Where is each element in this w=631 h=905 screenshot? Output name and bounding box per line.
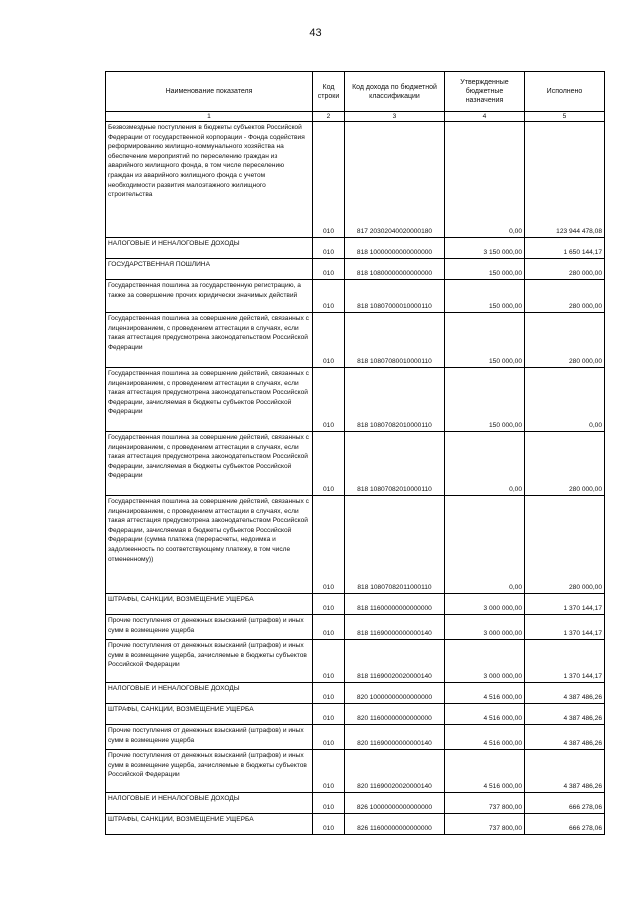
- row-name: НАЛОГОВЫЕ И НЕНАЛОГОВЫЕ ДОХОДЫ: [106, 793, 313, 814]
- row-income-code: 818 11690000000000140: [345, 615, 445, 640]
- column-number: 4: [445, 112, 525, 122]
- row-executed: 4 387 486,26: [525, 750, 605, 793]
- row-executed: 0,00: [525, 368, 605, 432]
- row-approved: 3 150 000,00: [445, 238, 525, 259]
- row-executed: 1 650 144,17: [525, 238, 605, 259]
- row-income-code: 818 11600000000000000: [345, 594, 445, 615]
- row-approved: 150 000,00: [445, 313, 525, 368]
- row-executed: 666 278,06: [525, 814, 605, 835]
- table-row: [106, 122, 605, 238]
- row-code: 010: [313, 432, 345, 496]
- row-approved: 3 000 000,00: [445, 594, 525, 615]
- row-executed: 1 370 144,17: [525, 615, 605, 640]
- row-approved: 4 516 000,00: [445, 704, 525, 725]
- table-row: [106, 280, 605, 313]
- row-name: ШТРАФЫ, САНКЦИИ, ВОЗМЕЩЕНИЕ УЩЕРБА: [106, 594, 313, 615]
- row-name: Государственная пошлина за совершение действий, связанных с лицензированием, с проведением аттестации в случаях, если такая аттестация предусмотрена законодательством Российской Федерации: [106, 313, 313, 368]
- row-income-code: 826 10000000000000000: [345, 793, 445, 814]
- row-income-code: 818 10807082010000110: [345, 432, 445, 496]
- header-line-code: Код строки: [313, 72, 345, 112]
- row-name: Государственная пошлина за совершение действий, связанных с лицензированием, с проведением аттестации в случаях, если такая аттестация предусмотрена законодательством Российской Федерации, зачисляемая в бюджеты субъектов Российской Федерации: [106, 432, 313, 496]
- row-code: 010: [313, 683, 345, 704]
- row-approved: 0,00: [445, 122, 525, 238]
- column-number: 3: [345, 112, 445, 122]
- row-code: 010: [313, 814, 345, 835]
- row-code: 010: [313, 750, 345, 793]
- row-income-code: 818 10807082010000110: [345, 368, 445, 432]
- row-executed: 280 000,00: [525, 259, 605, 280]
- row-approved: 4 516 000,00: [445, 750, 525, 793]
- row-code: 010: [313, 496, 345, 594]
- row-income-code: 817 20302040020000180: [345, 122, 445, 238]
- page-number: 43: [309, 27, 322, 39]
- row-approved: 737 800,00: [445, 793, 525, 814]
- row-approved: 150 000,00: [445, 280, 525, 313]
- row-approved: 3 000 000,00: [445, 615, 525, 640]
- row-executed: 123 944 478,08: [525, 122, 605, 238]
- table-row: [106, 640, 605, 683]
- row-name: НАЛОГОВЫЕ И НЕНАЛОГОВЫЕ ДОХОДЫ: [106, 238, 313, 259]
- row-name: ШТРАФЫ, САНКЦИИ, ВОЗМЕЩЕНИЕ УЩЕРБА: [106, 814, 313, 835]
- row-name: Прочие поступления от денежных взысканий (штрафов) и иных сумм в возмещение ущерба, зачисляемые в бюджеты субъектов Российской Федерации: [106, 750, 313, 793]
- row-code: 010: [313, 615, 345, 640]
- row-code: 010: [313, 704, 345, 725]
- row-approved: 737 800,00: [445, 814, 525, 835]
- row-name: Прочие поступления от денежных взысканий (штрафов) и иных сумм в возмещение ущерба: [106, 615, 313, 640]
- row-executed: 4 387 486,26: [525, 725, 605, 750]
- row-code: 010: [313, 368, 345, 432]
- column-number-row: [106, 112, 605, 122]
- row-name: ГОСУДАРСТВЕННАЯ ПОШЛИНА: [106, 259, 313, 280]
- table-row: [106, 615, 605, 640]
- row-code: 010: [313, 122, 345, 238]
- table-row: [106, 750, 605, 793]
- row-name: Государственная пошлина за совершение действий, связанных с лицензированием, с проведением аттестации в случаях, если такая аттестация предусмотрена законодательством Российской Федерации, зачисляемая в бюджеты субъектов Российской Федерации (сумма платежа (перерасчеты, недоимка и задолженность по соответствующему платежу, в том числе отмененному)): [106, 496, 313, 594]
- row-income-code: 818 10000000000000000: [345, 238, 445, 259]
- row-code: 010: [313, 238, 345, 259]
- row-income-code: 818 11690020020000140: [345, 640, 445, 683]
- row-approved: 0,00: [445, 432, 525, 496]
- row-code: 010: [313, 259, 345, 280]
- row-executed: 666 278,06: [525, 793, 605, 814]
- table-row: [106, 793, 605, 814]
- table-row: [106, 238, 605, 259]
- row-name: Государственная пошлина за государственную регистрацию, а также за совершение прочих юридически значимых действий: [106, 280, 313, 313]
- row-executed: 280 000,00: [525, 496, 605, 594]
- row-income-code: 820 11690020020000140: [345, 750, 445, 793]
- row-code: 010: [313, 594, 345, 615]
- row-name: Безвозмездные поступления в бюджеты субъектов Российской Федерации от государственной корпорации - Фонда содействия реформированию жилищно-коммунального хозяйства на обеспечение мероприятий по переселению граждан из аварийного жилищного фонда, в том числе переселению граждан из аварийного жилищного фонда с учетом необходимости развития малоэтажного жилищного строительства: [106, 122, 313, 238]
- row-income-code: 818 10807080010000110: [345, 313, 445, 368]
- row-approved: 150 000,00: [445, 368, 525, 432]
- table-row: [106, 368, 605, 432]
- header-approved: Утвержденные бюджетные назначения: [445, 72, 525, 112]
- column-number: 5: [525, 112, 605, 122]
- header-row: [106, 72, 605, 112]
- row-approved: 0,00: [445, 496, 525, 594]
- row-executed: 4 387 486,26: [525, 683, 605, 704]
- row-name: НАЛОГОВЫЕ И НЕНАЛОГОВЫЕ ДОХОДЫ: [106, 683, 313, 704]
- table-row: [106, 496, 605, 594]
- row-approved: 4 516 000,00: [445, 725, 525, 750]
- row-name: Прочие поступления от денежных взысканий (штрафов) и иных сумм в возмещение ущерба: [106, 725, 313, 750]
- table-row: [106, 814, 605, 835]
- table-row: [106, 704, 605, 725]
- row-code: 010: [313, 725, 345, 750]
- table-row: [106, 432, 605, 496]
- table-row: [106, 725, 605, 750]
- row-executed: 4 387 486,26: [525, 704, 605, 725]
- row-income-code: 820 11690000000000140: [345, 725, 445, 750]
- header-executed: Исполнено: [525, 72, 605, 112]
- table-row: [106, 313, 605, 368]
- row-executed: 1 370 144,17: [525, 594, 605, 615]
- row-name: Государственная пошлина за совершение действий, связанных с лицензированием, с проведением аттестации в случаях, если такая аттестация предусмотрена законодательством Российской Федерации, зачисляемая в бюджеты субъектов Российской Федерации: [106, 368, 313, 432]
- row-approved: 150 000,00: [445, 259, 525, 280]
- row-code: 010: [313, 280, 345, 313]
- row-income-code: 818 10807082011000110: [345, 496, 445, 594]
- row-income-code: 818 10800000000000000: [345, 259, 445, 280]
- budget-execution-table: [105, 71, 605, 835]
- row-executed: 280 000,00: [525, 432, 605, 496]
- row-name: Прочие поступления от денежных взысканий (штрафов) и иных сумм в возмещение ущерба, зачисляемые в бюджеты субъектов Российской Федерации: [106, 640, 313, 683]
- table-row: [106, 594, 605, 615]
- header-income-code: Код дохода по бюджетной классификации: [345, 72, 445, 112]
- row-code: 010: [313, 640, 345, 683]
- table-row: [106, 683, 605, 704]
- row-name: ШТРАФЫ, САНКЦИИ, ВОЗМЕЩЕНИЕ УЩЕРБА: [106, 704, 313, 725]
- row-code: 010: [313, 313, 345, 368]
- row-executed: 280 000,00: [525, 313, 605, 368]
- row-income-code: 820 11600000000000000: [345, 704, 445, 725]
- column-number: 1: [106, 112, 313, 122]
- row-income-code: 820 10000000000000000: [345, 683, 445, 704]
- row-executed: 280 000,00: [525, 280, 605, 313]
- row-code: 010: [313, 793, 345, 814]
- header-indicator-name: Наименование показателя: [106, 72, 313, 112]
- row-approved: 3 000 000,00: [445, 640, 525, 683]
- row-income-code: 826 11600000000000000: [345, 814, 445, 835]
- row-approved: 4 516 000,00: [445, 683, 525, 704]
- row-income-code: 818 10807000010000110: [345, 280, 445, 313]
- column-number: 2: [313, 112, 345, 122]
- row-executed: 1 370 144,17: [525, 640, 605, 683]
- table-row: [106, 259, 605, 280]
